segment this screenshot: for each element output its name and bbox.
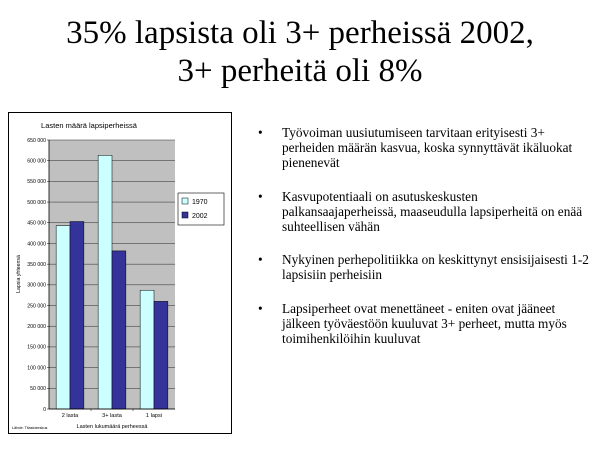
x-axis-ticks <box>62 409 162 419</box>
bullet-text: Kasvupotentiaali on asutuskeskusten palkansaajaperheissä, maaseudulla lapsiperheitä on enää suhteellisen vähän <box>282 188 583 235</box>
y-tick-label: 550 000 <box>27 179 46 186</box>
x-tick-label: 2 lasta <box>61 413 79 419</box>
title-line-2: 3+ perheitä oli 8% <box>177 53 423 89</box>
legend-swatch-2002 <box>182 212 188 218</box>
chart-canvas <box>9 113 231 433</box>
bullet-item-3 <box>258 252 594 282</box>
bullet-item-2 <box>258 189 594 235</box>
bar-1970-1 <box>56 226 70 409</box>
slide-title <box>0 14 600 90</box>
bar-2002-1 <box>70 222 84 409</box>
y-axis-ticks <box>27 138 49 413</box>
bar-chart <box>8 112 232 434</box>
bar-1970-3 <box>140 290 154 409</box>
bullet-list <box>258 125 594 364</box>
bullet-item-1 <box>258 125 594 171</box>
y-tick-label: 250 000 <box>27 303 46 310</box>
legend-label-2002: 2002 <box>192 213 208 220</box>
chart-legend <box>178 193 224 225</box>
bullet-marker: • <box>258 125 263 140</box>
y-tick-label: 50 000 <box>30 386 46 393</box>
bullet-marker: • <box>258 252 263 268</box>
bullet-item-4 <box>258 301 594 347</box>
bar-2002-3 <box>154 301 168 409</box>
x-tick-label: 3+ lasta <box>102 413 122 419</box>
y-tick-label: 450 000 <box>27 220 46 227</box>
bullet-marker: • <box>258 300 263 316</box>
title-line-1: 35% lapsista oli 3+ perheissä 2002, <box>66 15 534 51</box>
bullet-text: Lapsiperheet ovat menettäneet - eniten ovat jääneet jälkeen työväestöön kuuluvat 3+ perheet, mutta myös toimihenkilöihin kuuluvat <box>282 300 567 347</box>
chart-title: Lasten määrä lapsiperheissä <box>41 121 137 130</box>
y-tick-label: 300 000 <box>27 282 46 289</box>
y-tick-label: 400 000 <box>27 241 46 248</box>
x-tick-label: 1 lapsi <box>145 413 163 419</box>
bullet-text: Nykyinen perhepolitiikka on keskittynyt ensisijaisesti 1-2 lapsisiin perheisiin <box>282 252 589 283</box>
y-tick-label: 150 000 <box>27 344 46 351</box>
bar-1970-2 <box>98 155 112 409</box>
bar-2002-2 <box>112 251 126 409</box>
y-tick-label: 650 000 <box>27 137 46 144</box>
x-axis-label: Lasten lukumäärä perheessä <box>76 424 148 430</box>
bullet-text: Työvoiman uusiutumiseen tarvitaan erityisesti 3+ perheiden määrän kasvua, koska synnyttävät ikäluokat pienenevät <box>282 125 573 171</box>
y-tick-label: 100 000 <box>27 365 46 372</box>
y-axis-label: Lapsia yhteensä <box>16 255 22 293</box>
y-tick-label: 200 000 <box>27 324 46 331</box>
bullet-marker: • <box>258 188 263 204</box>
y-tick-label: 600 000 <box>27 158 46 165</box>
legend-swatch-1970 <box>182 198 188 204</box>
y-tick-label: 350 000 <box>27 261 46 268</box>
y-tick-label: 0 <box>43 406 46 413</box>
legend-label-1970: 1970 <box>192 199 208 206</box>
source-note: Lähde: Tilastokeskus <box>12 426 48 430</box>
y-tick-label: 500 000 <box>27 199 46 206</box>
